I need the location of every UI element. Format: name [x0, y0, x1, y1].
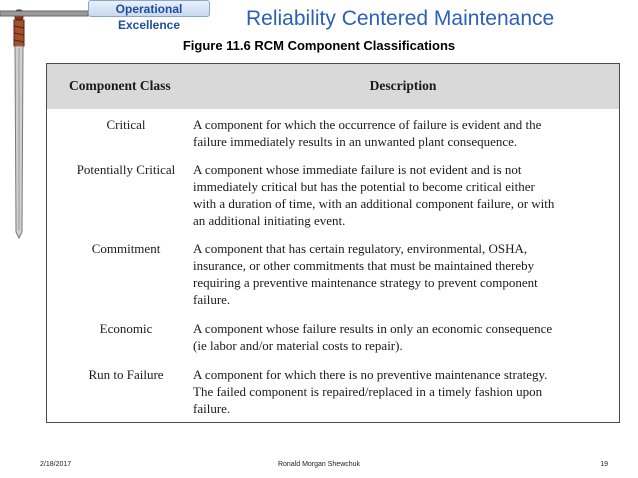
footer-date: 2/18/2017 [40, 461, 72, 468]
footer-page-number: 19 [600, 461, 608, 468]
operational-excellence-badge: Operational Excellence [88, 0, 210, 17]
slide-title: Reliability Centered Maintenance [246, 7, 555, 30]
component-class-cell: Economic [99, 321, 153, 336]
component-class-cell: Run to Failure [88, 367, 164, 382]
rcm-classification-table [46, 63, 620, 423]
description-cell: A component for which there is no preventive maintenance strategy. The failed component is repaired/replaced in a timely fashion upon failure. [193, 367, 548, 416]
component-class-cell: Critical [106, 117, 146, 132]
component-class-cell: Potentially Critical [76, 162, 176, 177]
table-header [47, 64, 619, 109]
description-cell: A component that has certain regulatory, environmental, OSHA, insurance, or other commitments that must be maintained thereby requiring a preventive maintenance strategy to prevent component failure. [193, 241, 538, 307]
component-class-cell: Commitment [91, 241, 161, 256]
description-cell: A component whose immediate failure is not evident and is not immediately critical but has the potential to become critical either with a duration of time, with an additional component failure, or with an additional initiating event. [193, 162, 555, 228]
column-header-description: Description [369, 78, 437, 93]
description-cell: A component for which the occurrence of failure is evident and the failure immediately results in an unwanted plant consequence. [193, 117, 542, 149]
description-cell: A component whose failure results in only an economic consequence (ie labor and/or material costs to repair). [193, 321, 553, 353]
column-header-component-class: Component Class [69, 78, 171, 93]
footer-author: Ronald Morgan Shewchuk [277, 461, 361, 468]
figure-title: Figure 11.6 RCM Component Classifications [182, 38, 456, 53]
